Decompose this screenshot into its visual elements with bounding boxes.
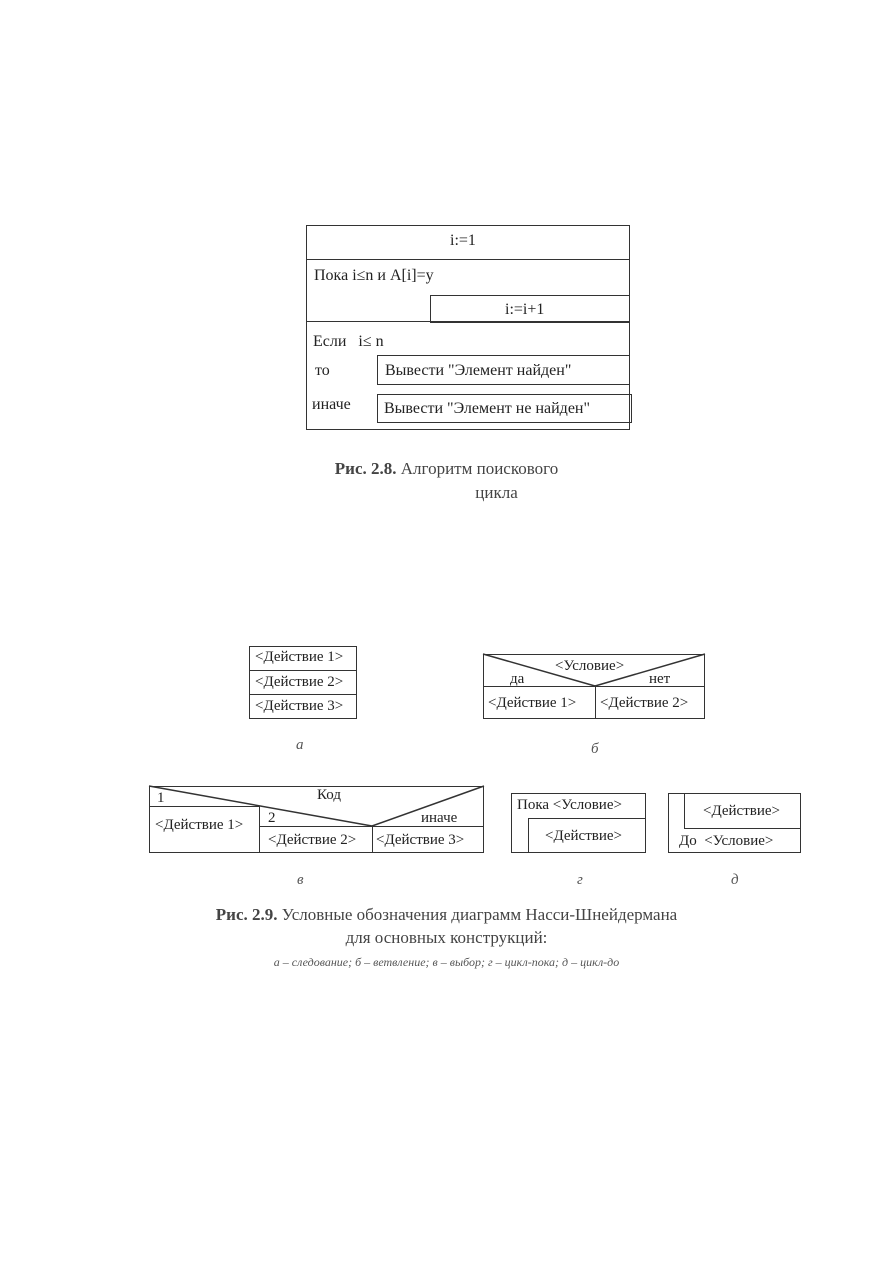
- fig29v-action-1: <Действие 1>: [155, 817, 244, 833]
- fig29-legend: а – следование; б – ветвление; в – выбор; г – цикл-пока; д – цикл-до: [273, 955, 620, 969]
- fig29-caption: [0, 905, 893, 925]
- fig28-caption-line2: цикла: [475, 483, 518, 502]
- fig28-if-condition: Если i≤ n: [313, 333, 384, 350]
- fig29a-action-2: <Действие 2>: [255, 674, 344, 690]
- fig29d-action: <Действие>: [703, 803, 780, 819]
- fig29v-action-3: <Действие 3>: [376, 832, 465, 848]
- fig29b-yes: да: [510, 671, 525, 687]
- fig29b-action-2: <Действие 2>: [600, 695, 689, 711]
- fig28-caption-number: Рис. 2.8.: [334, 459, 397, 478]
- fig29b-label: б: [591, 741, 599, 757]
- fig29v-case-1: 1: [157, 790, 165, 806]
- fig29v-code: Код: [317, 787, 341, 803]
- fig29v-else: иначе: [421, 810, 458, 826]
- fig29g-while-condition: Пока <Условие>: [517, 797, 622, 813]
- fig29-caption-line2: для основных конструкций:: [345, 928, 548, 947]
- fig28-increment: i:=i+1: [505, 301, 545, 318]
- fig28-caption-line1: Алгоритм поискового: [400, 459, 559, 478]
- fig29v-action-2: <Действие 2>: [268, 832, 357, 848]
- fig29d-until-condition: До <Условие>: [679, 833, 774, 849]
- fig28-else-label: иначе: [312, 396, 351, 413]
- fig29a-action-1: <Действие 1>: [255, 649, 344, 665]
- fig29g-action: <Действие>: [545, 828, 622, 844]
- fig29a-label: а: [296, 737, 304, 753]
- fig29d-label: д: [731, 872, 739, 888]
- fig29v-label: в: [297, 872, 304, 888]
- fig28-while-condition: Пока i≤n и A[i]=y: [314, 267, 434, 284]
- fig29a-action-3: <Действие 3>: [255, 698, 344, 714]
- fig28-init: i:=1: [450, 232, 476, 249]
- fig29b-no: нет: [649, 671, 671, 687]
- fig28-then-action: Вывести "Элемент найден": [385, 362, 572, 379]
- fig28-then-label: то: [315, 362, 330, 379]
- fig29v-case-2: 2: [268, 810, 276, 826]
- fig29-caption-line1: Условные обозначения диаграмм Насси-Шнейдермана: [281, 905, 678, 924]
- fig28-else-action: Вывести "Элемент не найден": [384, 400, 591, 417]
- fig29b-condition: <Условие>: [555, 658, 625, 674]
- fig29b-action-1: <Действие 1>: [488, 695, 577, 711]
- fig29-caption-number: Рис. 2.9.: [215, 905, 278, 924]
- fig29g-label: г: [577, 872, 583, 888]
